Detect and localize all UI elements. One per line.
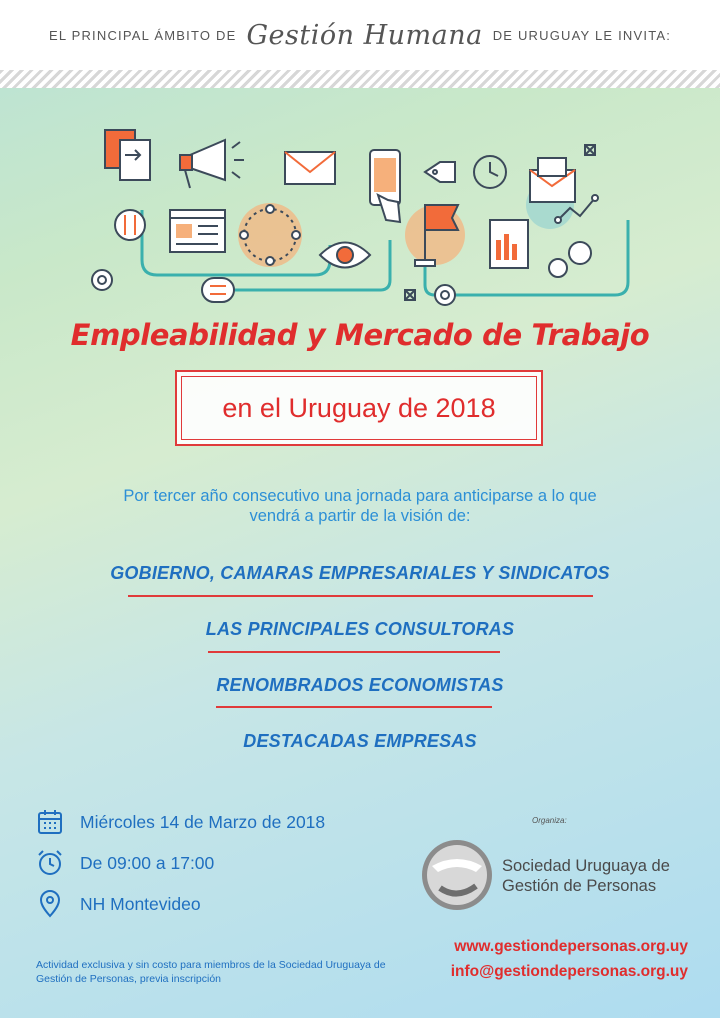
decorative-stripe <box>0 70 720 88</box>
clock-icon <box>474 156 506 188</box>
event-intro: Por tercer año consecutivo una jornada para anticiparse a lo que vendrá a partir de la visión de: <box>123 487 597 525</box>
organizer-name <box>502 856 670 896</box>
organizer-logo <box>418 836 496 914</box>
event-title: Empleabilidad y Mercado de Trabajo <box>70 318 650 352</box>
smartphone-touch-icon <box>370 150 400 222</box>
subtitle-frame <box>175 370 543 446</box>
event-date-row <box>36 808 325 836</box>
header-prefix: EL PRINCIPAL ÁMBITO DE <box>48 27 237 43</box>
divider-line <box>128 595 593 597</box>
divider-line <box>216 706 492 708</box>
calendar-icon <box>36 808 64 836</box>
email-link[interactable]: info@gestiondepersonas.org.uy <box>450 963 688 980</box>
alarm-clock-icon <box>36 849 64 877</box>
organizer-name-line-1: Sociedad Uruguaya de <box>502 857 670 875</box>
divider-line <box>208 651 500 653</box>
report-chart-icon <box>490 220 528 268</box>
transfer-arrows-icon <box>115 210 145 240</box>
organizer-label: Organiza: <box>532 816 567 825</box>
event-place: NH Montevideo <box>80 893 201 914</box>
browser-window-icon <box>170 210 225 252</box>
brand-logo-text: Gestión Humana <box>246 19 483 51</box>
speaker-group-1: GOBIERNO, CAMARAS EMPRESARIALES Y SINDICATOS <box>110 563 610 583</box>
header-bar <box>0 0 720 70</box>
speaker-group-3: RENOMBRADOS ECONOMISTAS <box>216 675 504 695</box>
location-pin-icon <box>36 890 64 918</box>
tag-icon <box>425 162 455 182</box>
speaker-group-2: LAS PRINCIPALES CONSULTORAS <box>205 619 515 639</box>
event-time: De 09:00 a 17:00 <box>80 852 215 873</box>
website-link[interactable]: www.gestiondepersonas.org.uy <box>454 938 688 955</box>
speaker-group-4: DESTACADAS EMPRESAS <box>243 731 477 751</box>
illustration <box>80 110 660 320</box>
organizer-name-line-2: Gestión de Personas <box>502 877 657 895</box>
envelope-open-icon <box>530 158 575 202</box>
megaphone-icon <box>180 140 244 188</box>
membership-note: Actividad exclusiva y sin costo para miembros de la Sociedad Uruguaya de Gestión de Personas, previa inscripción <box>36 959 386 985</box>
event-place-row <box>36 890 201 918</box>
event-subtitle: en el Uruguay de 2018 <box>222 392 496 423</box>
document-transfer-icon <box>105 130 150 180</box>
event-time-row <box>36 849 214 877</box>
envelope-icon <box>285 152 335 184</box>
header-suffix: DE URUGUAY LE INVITA: <box>492 27 672 43</box>
event-date: Miércoles 14 de Marzo de 2018 <box>80 811 326 832</box>
eye-icon <box>320 243 370 268</box>
transfer-arrows-icon <box>202 278 234 302</box>
